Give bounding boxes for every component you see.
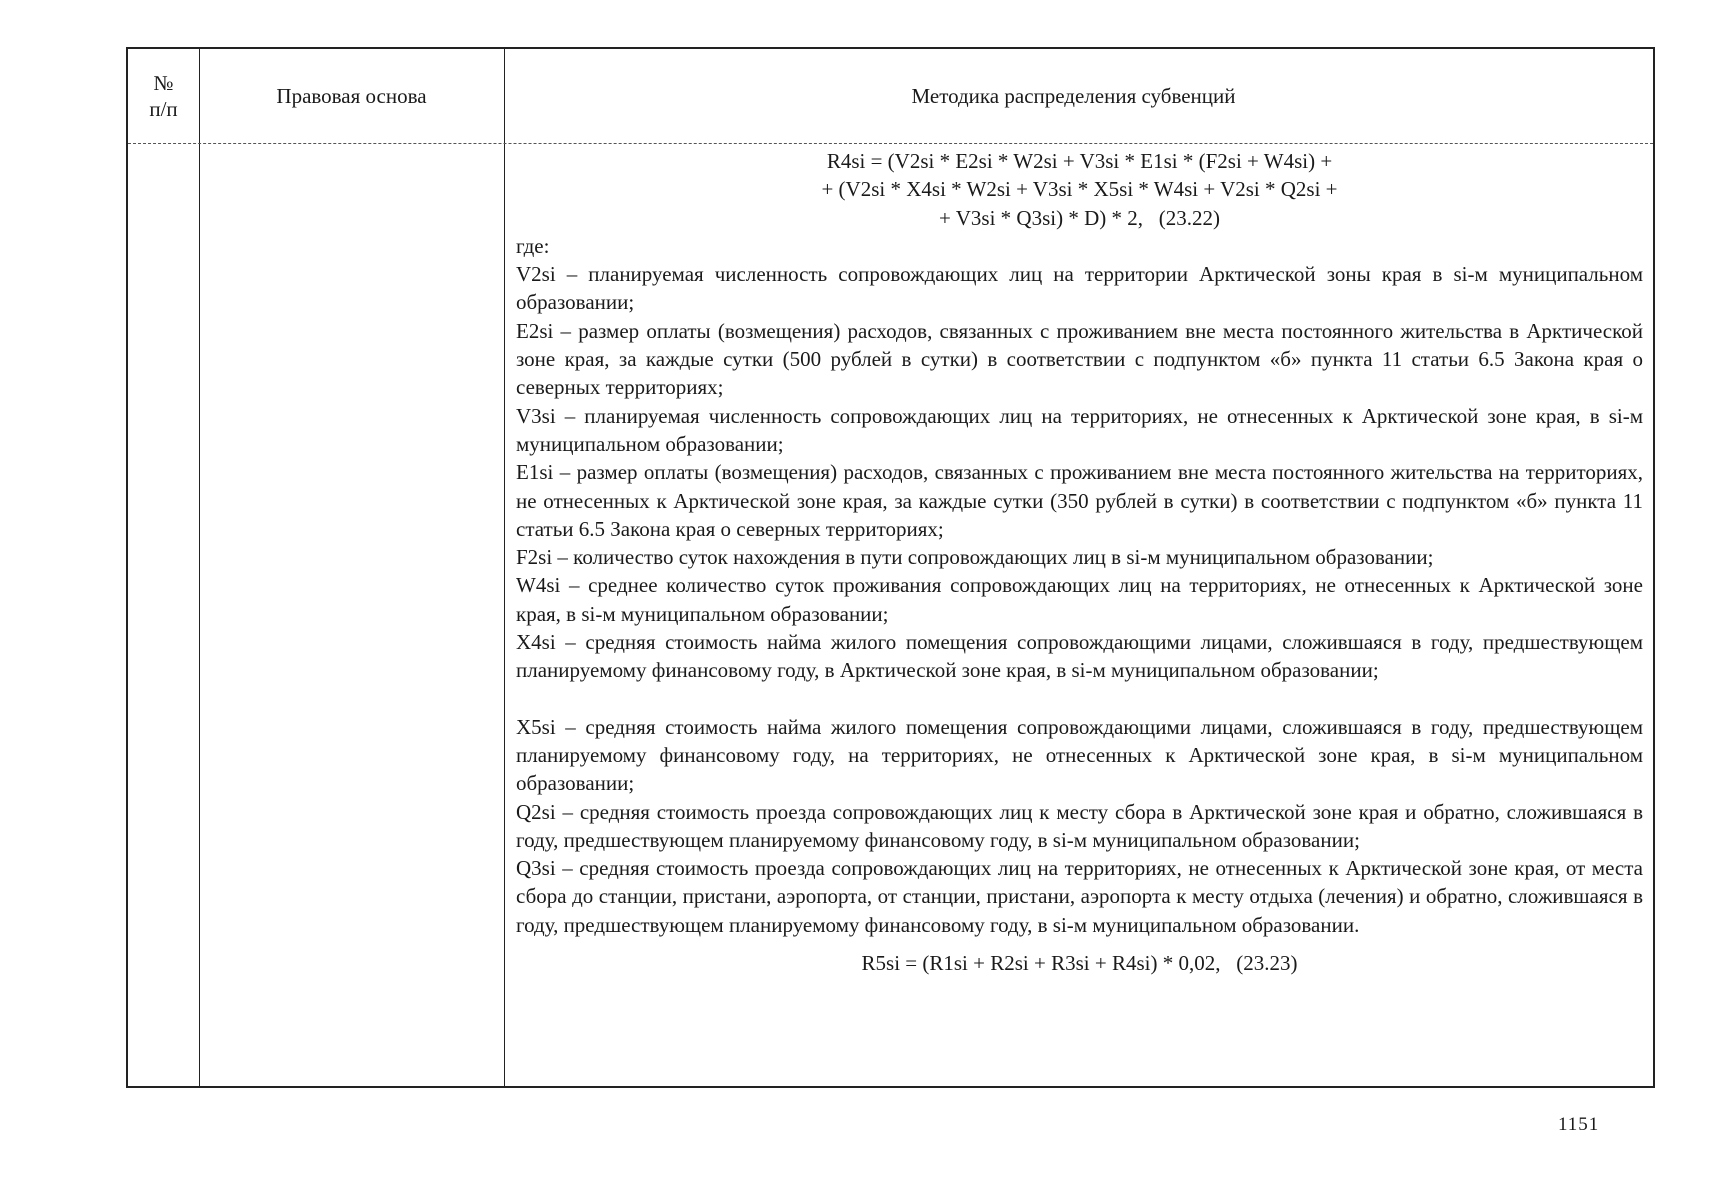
- blank-gap: [516, 685, 1643, 713]
- definition-f2si: F2si – количество суток нахождения в пути сопровождающих лиц в si-м муниципальном образовании;: [516, 545, 1434, 570]
- header-legal-basis: Правовая основа: [276, 84, 427, 108]
- definition-e1si: E1si – размер оплаты (возмещения) расходов, связанных с проживанием вне места постоянного жительства на территориях, не отнесенных к Арктической зоне края, за каждые сутки (350 рублей в сутки) в соответствии с подпунктом «б» пункта 11 статьи 6.5 Закона края о северных территориях;: [516, 460, 1643, 541]
- definition-q3si: Q3si – средняя стоимость проезда сопровождающих лиц на территориях, не отнесенных к Арктической зоне края, от места сбора до станции, пристани, аэропорта, от станции, пристани, аэропорта к месту отдыха (лечения) и обратно, сложившаяся в году, предшествующем планируемому финансовому году, в si-м муниципальном образовании.: [516, 856, 1643, 937]
- formula-line: + (V2si * X4si * W2si + V3si * X5si * W4si + V2si * Q2si +: [821, 177, 1338, 202]
- header-methodology: Методика распределения субвенций: [911, 84, 1236, 108]
- definition-v2si: V2si – планируемая численность сопровождающих лиц на территории Арктической зоны края в si-м муниципальном образовании;: [516, 262, 1643, 315]
- definition-e2si: E2si – размер оплаты (возмещения) расходов, связанных с проживанием вне места постоянного жительства в Арктической зоне края, за каждые сутки (500 рублей в сутки) в соответствии с подпунктом «б» пункта 11 статьи 6.5 Закона края о северных территориях;: [516, 318, 1643, 400]
- header-number: № п/п: [149, 71, 178, 121]
- definition-x4si: X4si – средняя стоимость найма жилого помещения сопровождающими лицами, сложившаяся в году, предшествующем планируемому финансовому году, в Арктической зоне края, в si-м муниципальном образовании;: [516, 630, 1643, 683]
- formula-line: + V3si * Q3si) * D) * 2, (23.22): [939, 205, 1220, 230]
- definition-v3si: V3si – планируемая численность сопровождающих лиц на территориях, не отнесенных к Арктической зоне края, в si-м муниципальном образовании;: [516, 403, 1643, 456]
- methodology-cell: [504, 143, 1643, 998]
- column-divider: [199, 49, 200, 1086]
- final-formula: R5si = (R1si + R2si + R3si + R4si) * 0,02, (23.23): [861, 951, 1298, 976]
- methodology-table: [126, 47, 1655, 1088]
- page-number: 1151: [1558, 1114, 1600, 1135]
- definition-q2si: Q2si – средняя стоимость проезда сопровождающих лиц к месту сбора в Арктической зоне края и обратно, сложившаяся в году, предшествующем планируемому финансовому году, в si-м муниципальном образовании;: [516, 799, 1643, 852]
- definition-x5si: X5si – средняя стоимость найма жилого помещения сопровождающими лицами, сложившаяся в году, предшествующем планируемому финансовому году, на территориях, не отнесенных к Арктической зоне края, в si-м муниципальном образовании;: [516, 714, 1643, 796]
- formula-line: R4si = (V2si * E2si * W2si + V3si * E1si * (F2si + W4si) +: [826, 149, 1333, 173]
- definition-w4si: W4si – среднее количество суток проживания сопровождающих лиц на территориях, не отнесенных к Арктической зоне края, в si-м муниципальном образовании;: [516, 573, 1643, 626]
- where-label: где:: [516, 233, 550, 258]
